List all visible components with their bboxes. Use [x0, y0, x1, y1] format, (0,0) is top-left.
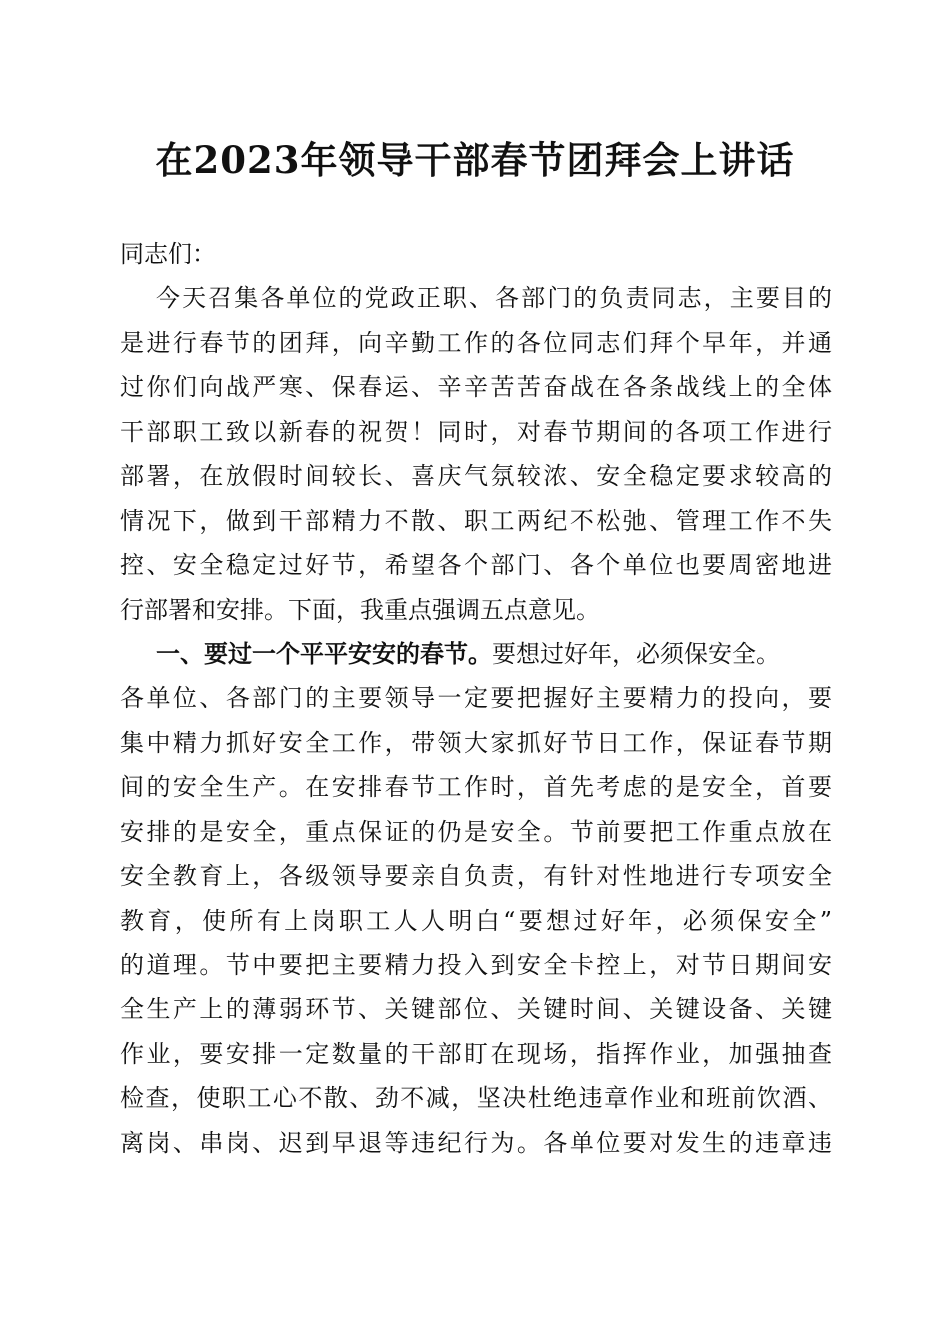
line-text: 控、安全稳定过好节，希望各个部门、各个单位也要周密地进	[120, 551, 832, 580]
body-line	[120, 676, 832, 720]
body-line	[120, 987, 832, 1031]
body-line	[120, 765, 832, 809]
body-line	[120, 410, 832, 454]
line-text: 间的安全生产。在安排春节工作时，首先考虑的是安全，首要	[120, 773, 832, 802]
body-line	[120, 721, 832, 765]
line-text: 全生产上的薄弱环节、关键部位、关键时间、关键设备、关键	[120, 995, 832, 1024]
salutation: 同志们：	[120, 240, 216, 268]
line-text: 检查，使职工心不散、劲不减，坚决杜绝违章作业和班前饮酒、	[120, 1084, 832, 1113]
body-line	[120, 810, 832, 854]
line-text: 教育，使所有上岗职工人人明白“要想过好年，必须保安全”	[120, 906, 832, 935]
line-text: 情况下，做到干部精力不散、职工两纪不松弛、管理工作不失	[120, 506, 832, 535]
document-body	[120, 232, 832, 1165]
line-text: 集中精力抓好安全工作，带领大家抓好节日工作，保证春节期	[120, 728, 832, 757]
body-line	[120, 899, 832, 943]
line-text: 安排的是安全，重点保证的仍是安全。节前要把工作重点放在	[120, 817, 832, 846]
speech-paragraphs	[120, 276, 832, 1165]
body-line	[120, 588, 832, 632]
body-line	[120, 499, 832, 543]
line-text: 部署，在放假时间较长、喜庆气氛较浓、安全稳定要求较高的	[120, 462, 832, 491]
body-line	[120, 1121, 832, 1165]
line-text: 要想过好年，必须保安全。	[492, 639, 780, 668]
body-line	[120, 1032, 832, 1076]
body-line	[120, 454, 832, 498]
line-text: 今天召集各单位的党政正职、各部门的负责同志，主要目的	[156, 284, 832, 313]
section-heading: 一、要过一个平平安安的春节。	[156, 638, 492, 668]
line-text: 的道理。节中要把主要精力投入到安全卡控上，对节日期间安	[120, 951, 832, 979]
line-text: 安全教育上，各级领导要亲自负责，有针对性地进行专项安全	[120, 862, 832, 891]
line-text: 离岗、串岗、迟到早退等违纪行为。各单位要对发生的违章违	[120, 1128, 832, 1157]
body-line	[120, 276, 832, 320]
body-line	[120, 365, 832, 409]
line-text: 各单位、各部门的主要领导一定要把握好主要精力的投向，要	[120, 684, 832, 713]
line-text: 干部职工致以新春的祝贺！同时，对春节期间的各项工作进行	[120, 417, 832, 446]
document-title: 在2023年领导干部春节团拜会上讲话	[155, 138, 795, 182]
body-line	[120, 943, 832, 987]
line-text: 行部署和安排。下面，我重点强调五点意见。	[120, 595, 600, 624]
body-line	[120, 543, 832, 587]
body-line	[120, 1076, 832, 1120]
section-heading-line	[120, 632, 832, 676]
line-text: 是进行春节的团拜，向辛勤工作的各位同志们拜个早年，并通	[120, 328, 832, 357]
line-text: 作业，要安排一定数量的干部盯在现场，指挥作业，加强抽查	[120, 1039, 832, 1068]
line-text: 过你们向战严寒、保春运、辛辛苦苦奋战在各条战线上的全体	[120, 373, 832, 402]
body-line	[120, 321, 832, 365]
body-line	[120, 854, 832, 898]
